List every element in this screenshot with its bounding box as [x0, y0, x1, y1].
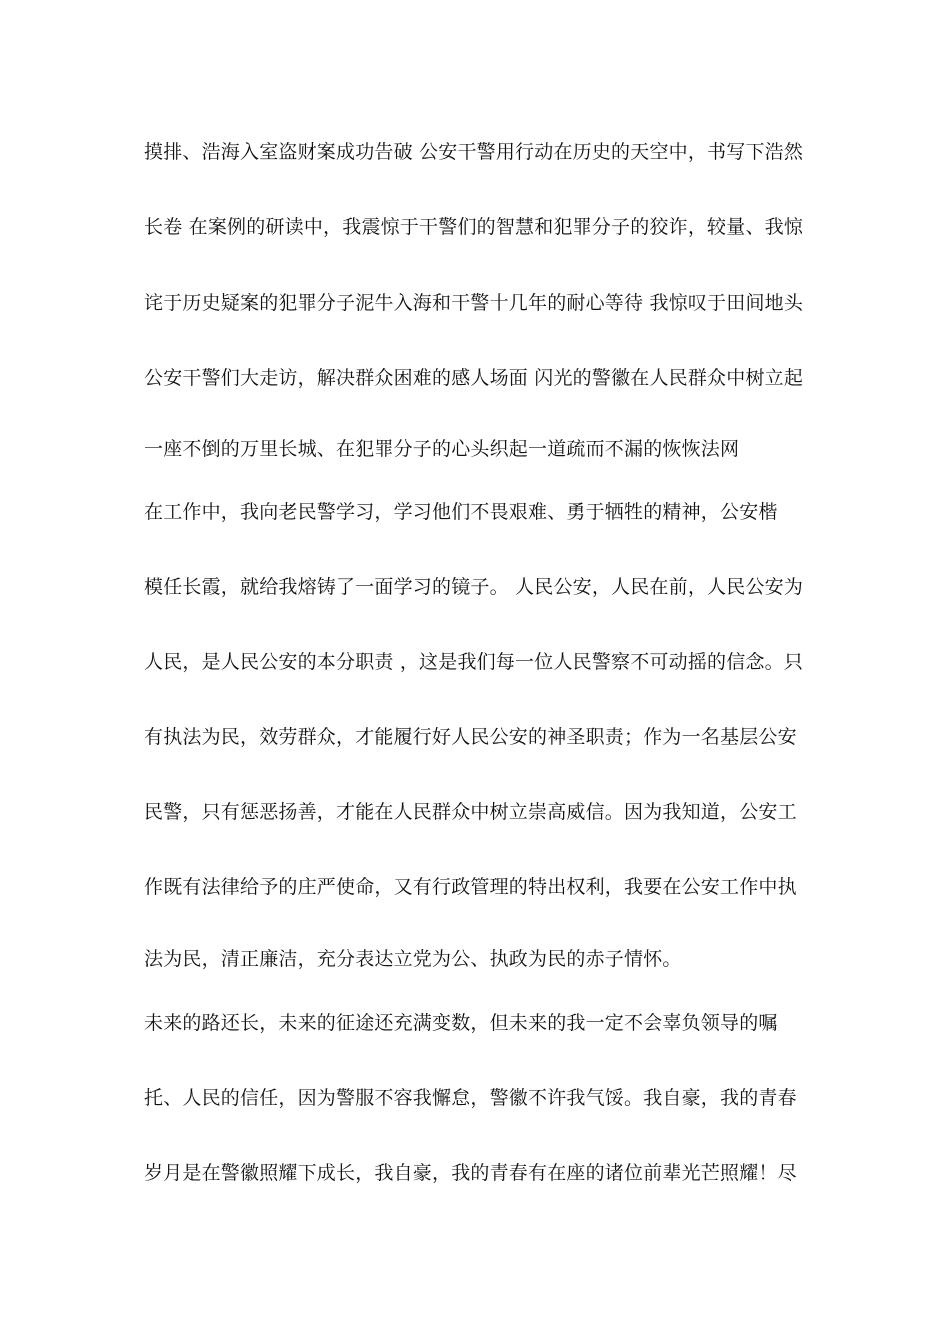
text-line: 岁月是在警徽照耀下成长，我自豪，我的青春有在座的诸位前辈光芒照耀！尽	[144, 1162, 797, 1184]
text-line: 公安干警们大走访，解决群众困难的感人场面 闪光的警徽在人民群众中树立起	[144, 367, 804, 389]
text-line: 有执法为民，效劳群众，才能履行好人民公安的神圣职责；作为一名基层公安	[144, 726, 797, 748]
text-line: 诧于历史疑案的犯罪分子泥牛入海和干警十几年的耐心等待 我惊叹于田间地头	[144, 292, 804, 314]
text-line: 作既有法律给予的庄严使命，又有行政管理的特出权利，我要在公安工作中执	[144, 876, 797, 898]
text-line: 民警，只有惩恶扬善，才能在人民群众中树立崇高威信。因为我知道，公安工	[144, 801, 797, 823]
text-line: 摸排、浩海入室盗财案成功告破 公安干警用行动在历史的天空中，书写下浩然	[144, 141, 804, 163]
text-line: 模任长霞，就给我熔铸了一面学习的镜子。 人民公安，人民在前，人民公安为	[144, 576, 804, 598]
text-line: 未来的路还长，未来的征途还充满变数，但未来的我一定不会辜负领导的嘱	[144, 1012, 778, 1034]
text-line: 一座不倒的万里长城、在犯罪分子的心头织起一道疏而不漏的恢恢法网	[144, 438, 740, 460]
text-line: 人民，是人民公安的本分职责 ，这是我们每一位人民警察不可动摇的信念。只	[144, 651, 804, 673]
text-line: 托、人民的信任，因为警服不容我懈怠，警徽不许我气馁。我自豪，我的青春	[144, 1087, 797, 1109]
text-line: 长卷 在案例的研读中，我震惊于干警们的智慧和犯罪分子的狡诈，较量、我惊	[144, 216, 804, 238]
text-line: 在工作中，我向老民警学习，学习他们不畏艰难、勇于牺牲的精神，公安楷	[144, 501, 778, 523]
text-line: 法为民，清正廉洁，充分表达立党为公、执政为民的赤子情怀。	[144, 948, 682, 970]
